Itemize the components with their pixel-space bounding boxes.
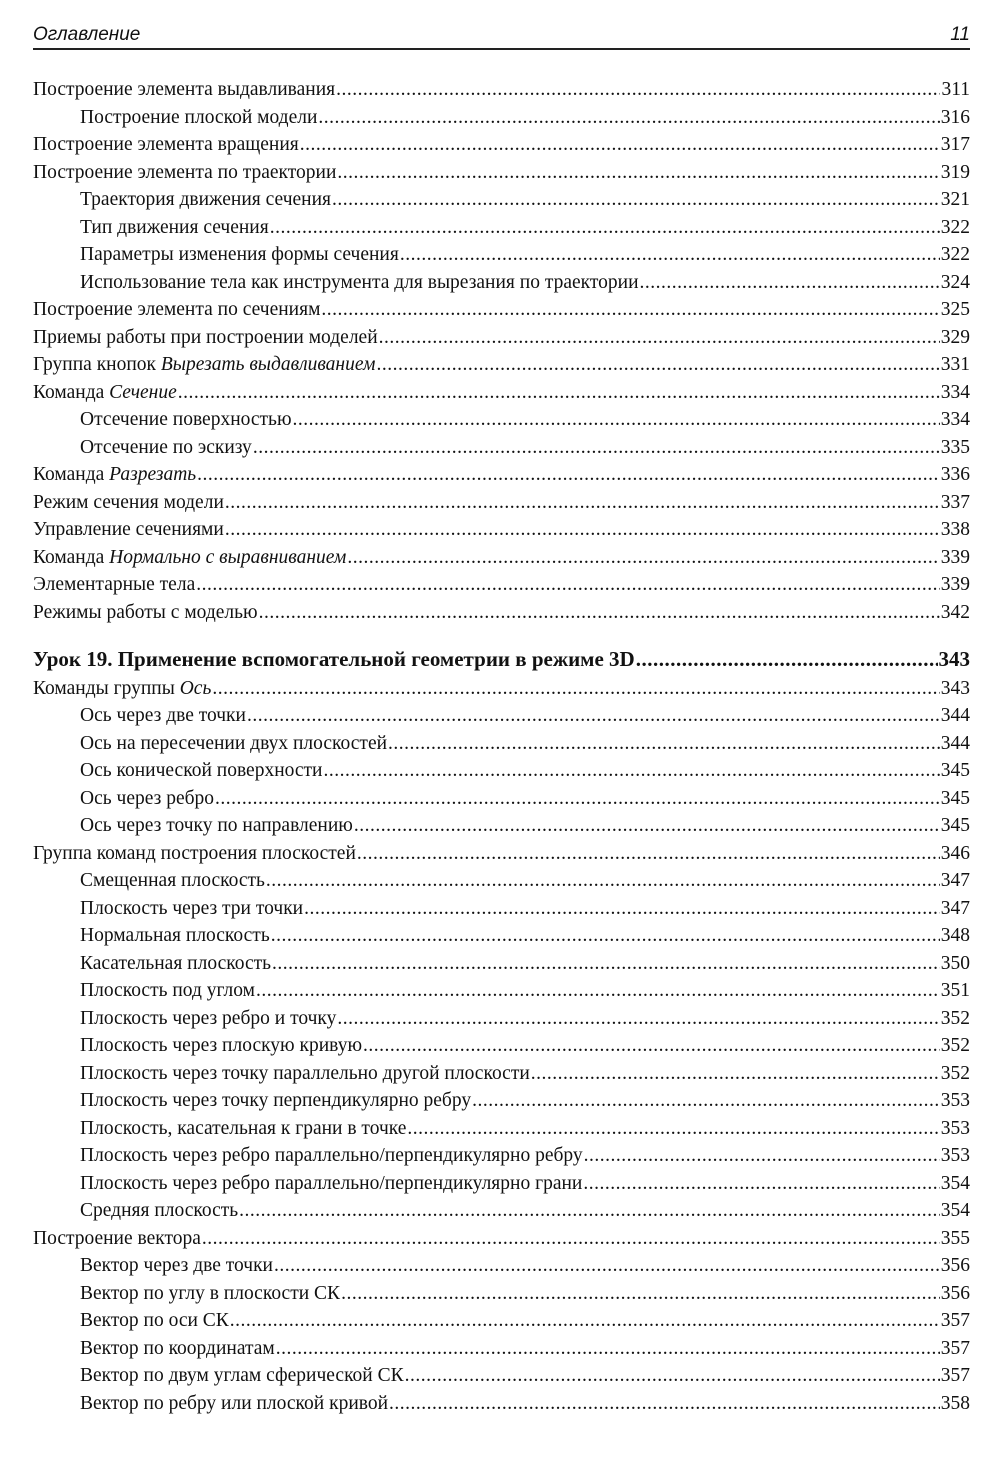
toc-entry-page: 357 bbox=[940, 1337, 970, 1359]
toc-entry-text: Плоскость через точку перпендикулярно ребру bbox=[80, 1090, 472, 1111]
toc-entry-page: 339 bbox=[940, 574, 970, 595]
toc-entry-page: 338 bbox=[940, 519, 970, 540]
toc-entry-title bbox=[33, 131, 299, 159]
dot-leader bbox=[239, 1197, 940, 1225]
toc-entry-title bbox=[33, 76, 335, 104]
toc-entry-page: 329 bbox=[940, 326, 970, 348]
toc-entry-text: Плоскость, касательная к грани в точке bbox=[80, 1117, 407, 1139]
toc-entry-italic-text: Разрезать bbox=[109, 464, 197, 485]
toc-entry-text: Построение элемента выдавливания bbox=[33, 79, 336, 100]
toc-entry-title bbox=[80, 1362, 404, 1390]
toc-entry bbox=[33, 785, 970, 813]
toc-entry-title bbox=[33, 571, 195, 599]
toc-entry-page: 355 bbox=[940, 1227, 970, 1249]
dot-leader bbox=[253, 434, 940, 462]
toc-entry bbox=[33, 1225, 970, 1253]
dot-leader bbox=[272, 950, 940, 978]
toc-entry bbox=[33, 1252, 970, 1280]
toc-entry-text: Вектор по оси СК bbox=[80, 1310, 229, 1331]
dot-leader bbox=[376, 351, 939, 379]
toc-entry-title bbox=[80, 1335, 275, 1363]
table-of-contents bbox=[33, 76, 970, 1417]
dot-leader bbox=[196, 571, 940, 599]
toc-entry-page: 354 bbox=[940, 1200, 970, 1221]
toc-entry-page: 344 bbox=[940, 732, 970, 754]
toc-entry-text: Команда bbox=[33, 464, 110, 485]
toc-entry-page: 358 bbox=[940, 1392, 970, 1414]
page-header bbox=[33, 22, 970, 50]
toc-entry-title bbox=[80, 950, 271, 978]
toc-entry-text: Построение элемента по сечениям bbox=[33, 299, 321, 320]
toc-entry-title bbox=[80, 977, 255, 1005]
toc-entry-title bbox=[33, 599, 258, 627]
toc-entry bbox=[33, 324, 970, 352]
toc-entry bbox=[33, 241, 970, 269]
toc-entry-text: Режимы работы с моделью bbox=[33, 601, 258, 623]
toc-entry-page: 353 bbox=[940, 1117, 970, 1139]
toc-entry-page: 336 bbox=[940, 464, 970, 485]
toc-entry bbox=[33, 1087, 970, 1115]
dot-leader bbox=[357, 840, 940, 868]
toc-entry-title bbox=[80, 1005, 336, 1033]
toc-entry bbox=[33, 516, 970, 544]
toc-entry-page: 317 bbox=[940, 134, 970, 155]
toc-entry bbox=[33, 1390, 970, 1418]
toc-entry-page: 334 bbox=[940, 381, 970, 403]
toc-entry-page: 348 bbox=[940, 925, 970, 946]
toc-entry-text: Плоскость через три точки bbox=[80, 897, 304, 919]
dot-leader bbox=[400, 241, 940, 269]
toc-entry-text: Команда bbox=[33, 546, 110, 568]
dot-leader bbox=[212, 675, 939, 703]
toc-entry-text: Ось через две точки bbox=[80, 705, 246, 726]
dot-leader bbox=[640, 269, 940, 297]
toc-entry-page: 357 bbox=[940, 1310, 970, 1331]
toc-entry-title bbox=[33, 646, 635, 674]
toc-entry-text: Плоскость под углом bbox=[80, 980, 255, 1001]
toc-entry bbox=[33, 757, 970, 785]
dot-leader bbox=[318, 104, 939, 132]
dot-leader bbox=[323, 757, 939, 785]
toc-entry-text: Построение плоской модели bbox=[80, 106, 318, 128]
toc-entry-title bbox=[80, 1307, 229, 1335]
toc-entry bbox=[33, 922, 970, 950]
toc-entry-text: Вектор по двум углам сферической СК bbox=[80, 1365, 404, 1386]
toc-entry-text: Группа кнопок bbox=[33, 354, 161, 375]
toc-entry-title bbox=[80, 1252, 273, 1280]
toc-entry-text: Вектор по координатам bbox=[80, 1337, 275, 1359]
toc-entry-text: Плоскость через ребро параллельно/перпендикулярно грани bbox=[80, 1172, 583, 1194]
toc-entry bbox=[33, 895, 970, 923]
dot-leader bbox=[197, 461, 940, 489]
dot-leader bbox=[259, 599, 940, 627]
toc-entry-title bbox=[80, 186, 331, 214]
toc-entry bbox=[33, 186, 970, 214]
toc-entry-page: 347 bbox=[940, 870, 970, 891]
dot-leader bbox=[178, 379, 940, 407]
toc-entry bbox=[33, 1142, 970, 1170]
toc-entry-page: 345 bbox=[940, 815, 970, 836]
dot-leader bbox=[247, 702, 940, 730]
toc-entry-text: Команда bbox=[33, 381, 110, 403]
toc-entry-page: 352 bbox=[940, 1035, 970, 1056]
toc-entry-page: 325 bbox=[940, 299, 970, 320]
dot-leader bbox=[276, 1335, 940, 1363]
toc-entry-page: 322 bbox=[940, 216, 970, 238]
dot-leader bbox=[230, 1307, 940, 1335]
dot-leader bbox=[256, 977, 940, 1005]
toc-entry-text: Нормальная плоскость bbox=[80, 925, 270, 946]
toc-entry bbox=[33, 379, 970, 407]
toc-entry-title bbox=[80, 1170, 582, 1198]
toc-entry-text: Отсечение поверхностью bbox=[80, 409, 292, 430]
toc-entry-title bbox=[80, 702, 246, 730]
toc-entry bbox=[33, 599, 970, 627]
dot-leader bbox=[531, 1060, 940, 1088]
toc-entry-title bbox=[80, 922, 270, 950]
toc-entry-title bbox=[80, 241, 399, 269]
toc-entry-text: Вектор по ребру или плоской кривой bbox=[80, 1392, 389, 1414]
toc-entry bbox=[33, 571, 970, 599]
toc-entry-page: 321 bbox=[940, 189, 970, 210]
toc-entry-text: Ось через точку по направлению bbox=[80, 815, 353, 836]
toc-entry-text: Построение элемента вращения bbox=[33, 134, 299, 155]
toc-entry-page: 324 bbox=[940, 271, 970, 293]
toc-entry bbox=[33, 1005, 970, 1033]
toc-entry-text: Отсечение по эскизу bbox=[80, 436, 252, 458]
toc-entry-page: 322 bbox=[940, 244, 970, 265]
toc-entry-title bbox=[33, 544, 346, 572]
dot-leader bbox=[266, 867, 940, 895]
toc-entry-title bbox=[33, 461, 196, 489]
toc-entry-page: 350 bbox=[940, 952, 970, 974]
toc-entry bbox=[33, 977, 970, 1005]
toc-entry bbox=[33, 296, 970, 324]
dot-leader bbox=[215, 785, 940, 813]
dot-leader bbox=[202, 1225, 940, 1253]
toc-entry-text: Урок 19. Применение вспомогательной геометрии в режиме 3D bbox=[33, 647, 635, 671]
toc-entry-title bbox=[80, 214, 269, 242]
dot-leader bbox=[336, 76, 940, 104]
toc-entry-text: Параметры изменения формы сечения bbox=[80, 244, 399, 265]
toc-entry-text: Построение элемента по траектории bbox=[33, 161, 337, 183]
dot-leader bbox=[274, 1252, 940, 1280]
toc-entry-text: Режим сечения модели bbox=[33, 491, 224, 513]
toc-entry-italic-text: Ось bbox=[179, 677, 212, 699]
toc-entry-page: 356 bbox=[940, 1282, 970, 1304]
toc-entry-title bbox=[80, 812, 353, 840]
toc-entry-page: 343 bbox=[938, 647, 970, 671]
toc-entry-page: 342 bbox=[940, 601, 970, 623]
dot-leader bbox=[271, 922, 940, 950]
toc-entry-title bbox=[80, 757, 322, 785]
toc-entry-title bbox=[80, 867, 265, 895]
toc-entry-page: 357 bbox=[940, 1365, 970, 1386]
dot-leader bbox=[388, 730, 940, 758]
toc-entry bbox=[33, 702, 970, 730]
toc-entry-page: 354 bbox=[940, 1172, 970, 1194]
toc-entry bbox=[33, 730, 970, 758]
toc-entry-text: Плоскость через ребро и точку bbox=[80, 1007, 337, 1029]
toc-entry-title bbox=[80, 1087, 471, 1115]
toc-entry-page: 339 bbox=[940, 546, 970, 568]
toc-entry-text: Группа команд построения плоскостей bbox=[33, 842, 356, 864]
dot-leader bbox=[583, 1170, 939, 1198]
dot-leader bbox=[321, 296, 939, 324]
toc-entry bbox=[33, 489, 970, 517]
dot-leader bbox=[270, 214, 940, 242]
toc-entry-page: 352 bbox=[940, 1007, 970, 1029]
dot-leader bbox=[354, 812, 940, 840]
toc-entry-text: Приемы работы при построении моделей bbox=[33, 326, 378, 348]
toc-entry-page: 337 bbox=[940, 491, 970, 513]
toc-entry-page: 319 bbox=[940, 161, 970, 183]
toc-entry bbox=[33, 1032, 970, 1060]
dot-leader bbox=[293, 406, 940, 434]
toc-entry-text: Использование тела как инструмента для вырезания по траектории bbox=[80, 271, 639, 293]
toc-entry-page: 352 bbox=[940, 1062, 970, 1084]
toc-entry-page: 346 bbox=[940, 842, 970, 864]
toc-entry-page: 335 bbox=[940, 436, 970, 458]
toc-entry-title bbox=[33, 296, 320, 324]
dot-leader bbox=[225, 516, 940, 544]
running-header-title: Оглавление bbox=[33, 24, 141, 45]
toc-entry-text: Управление сечениями bbox=[33, 519, 224, 540]
toc-entry-title bbox=[80, 1197, 238, 1225]
toc-entry bbox=[33, 675, 970, 703]
toc-entry-text: Построение вектора bbox=[33, 1227, 201, 1249]
toc-entry bbox=[33, 434, 970, 462]
toc-entry-title bbox=[33, 840, 356, 868]
toc-entry-page: 344 bbox=[940, 705, 970, 726]
toc-entry-text: Плоскость через точку параллельно другой плоскости bbox=[80, 1062, 530, 1084]
toc-entry-text: Ось конической поверхности bbox=[80, 760, 323, 781]
toc-entry-text: Средняя плоскость bbox=[80, 1200, 239, 1221]
dot-leader bbox=[405, 1362, 940, 1390]
toc-entry-page: 353 bbox=[940, 1090, 970, 1111]
toc-entry-title bbox=[33, 489, 224, 517]
toc-entry bbox=[33, 104, 970, 132]
toc-entry bbox=[33, 1197, 970, 1225]
toc-entry-title bbox=[80, 1032, 362, 1060]
toc-entry bbox=[33, 1060, 970, 1088]
dot-leader bbox=[389, 1390, 940, 1418]
toc-entry-page: 343 bbox=[940, 677, 970, 699]
toc-entry bbox=[33, 867, 970, 895]
toc-entry-title bbox=[33, 159, 336, 187]
toc-entry-title bbox=[33, 351, 375, 379]
toc-entry bbox=[33, 351, 970, 379]
toc-entry-text: Ось через ребро bbox=[80, 787, 215, 809]
toc-entry-text: Плоскость через ребро параллельно/перпендикулярно ребру bbox=[80, 1145, 583, 1166]
toc-entry-title bbox=[80, 785, 214, 813]
toc-entry-page: 345 bbox=[940, 787, 970, 809]
toc-entry-page: 311 bbox=[941, 79, 970, 100]
toc-entry-title bbox=[33, 516, 224, 544]
toc-entry bbox=[33, 269, 970, 297]
toc-entry bbox=[33, 1307, 970, 1335]
dot-leader bbox=[304, 895, 940, 923]
dot-leader bbox=[300, 131, 940, 159]
toc-entry bbox=[33, 812, 970, 840]
toc-entry bbox=[33, 76, 970, 104]
toc-entry bbox=[33, 1280, 970, 1308]
toc-entry-title bbox=[80, 1060, 530, 1088]
toc-entry-title bbox=[80, 269, 639, 297]
toc-entry bbox=[33, 1362, 970, 1390]
toc-entry-text: Вектор по углу в плоскости СК bbox=[80, 1282, 341, 1304]
toc-entry-title bbox=[80, 1115, 406, 1143]
toc-entry-title bbox=[33, 1225, 201, 1253]
dot-leader bbox=[584, 1142, 940, 1170]
toc-entry-page: 353 bbox=[940, 1145, 970, 1166]
toc-entry-page: 356 bbox=[940, 1255, 970, 1276]
dot-leader bbox=[379, 324, 940, 352]
toc-entry bbox=[33, 950, 970, 978]
toc-entry-page: 331 bbox=[940, 354, 970, 375]
toc-entry bbox=[33, 406, 970, 434]
toc-entry-text: Тип движения сечения bbox=[80, 216, 269, 238]
toc-entry-page: 334 bbox=[940, 409, 970, 430]
dot-leader bbox=[636, 646, 938, 674]
toc-entry-title bbox=[80, 1142, 583, 1170]
toc-entry-text: Касательная плоскость bbox=[80, 952, 272, 974]
dot-leader bbox=[407, 1115, 939, 1143]
dot-leader bbox=[347, 544, 939, 572]
toc-entry bbox=[33, 461, 970, 489]
toc-entry-text: Команды группы bbox=[33, 677, 180, 699]
toc-entry-title bbox=[80, 104, 317, 132]
toc-entry-title bbox=[80, 730, 387, 758]
toc-entry-text: Смещенная плоскость bbox=[80, 870, 265, 891]
toc-entry bbox=[33, 1115, 970, 1143]
toc-entry-text: Ось на пересечении двух плоскостей bbox=[80, 732, 388, 754]
toc-entry bbox=[33, 840, 970, 868]
toc-entry bbox=[33, 1335, 970, 1363]
toc-entry-title bbox=[80, 406, 292, 434]
toc-entry-text: Плоскость через плоскую кривую bbox=[80, 1035, 363, 1056]
toc-entry bbox=[33, 214, 970, 242]
toc-entry bbox=[33, 544, 970, 572]
dot-leader bbox=[472, 1087, 940, 1115]
toc-entry-title bbox=[33, 324, 378, 352]
dot-leader bbox=[332, 186, 940, 214]
toc-entry bbox=[33, 159, 970, 187]
toc-entry-title bbox=[80, 1280, 340, 1308]
dot-leader bbox=[337, 159, 939, 187]
toc-entry-title bbox=[80, 1390, 388, 1418]
dot-leader bbox=[337, 1005, 939, 1033]
toc-entry bbox=[33, 1170, 970, 1198]
toc-entry-page: 316 bbox=[940, 106, 970, 128]
dot-leader bbox=[341, 1280, 940, 1308]
toc-entry-italic-text: Нормально с выравниванием bbox=[109, 546, 347, 568]
toc-entry-text: Вектор через две точки bbox=[80, 1255, 273, 1276]
toc-entry-italic-text: Вырезать выдавливанием bbox=[160, 354, 376, 375]
toc-entry-page: 345 bbox=[940, 760, 970, 781]
toc-entry-title bbox=[80, 895, 303, 923]
dot-leader bbox=[363, 1032, 940, 1060]
toc-entry-text: Элементарные тела bbox=[33, 574, 196, 595]
toc-entry-italic-text: Сечение bbox=[109, 381, 177, 403]
toc-entry-title bbox=[33, 675, 211, 703]
toc-entry-page: 351 bbox=[940, 980, 970, 1001]
toc-entry-title bbox=[80, 434, 252, 462]
dot-leader bbox=[225, 489, 940, 517]
page-number: 11 bbox=[950, 24, 970, 45]
toc-chapter-heading bbox=[33, 646, 970, 674]
toc-entry-text: Траектория движения сечения bbox=[80, 189, 332, 210]
toc-entry bbox=[33, 131, 970, 159]
toc-entry-title bbox=[33, 379, 177, 407]
toc-entry-page: 347 bbox=[940, 897, 970, 919]
